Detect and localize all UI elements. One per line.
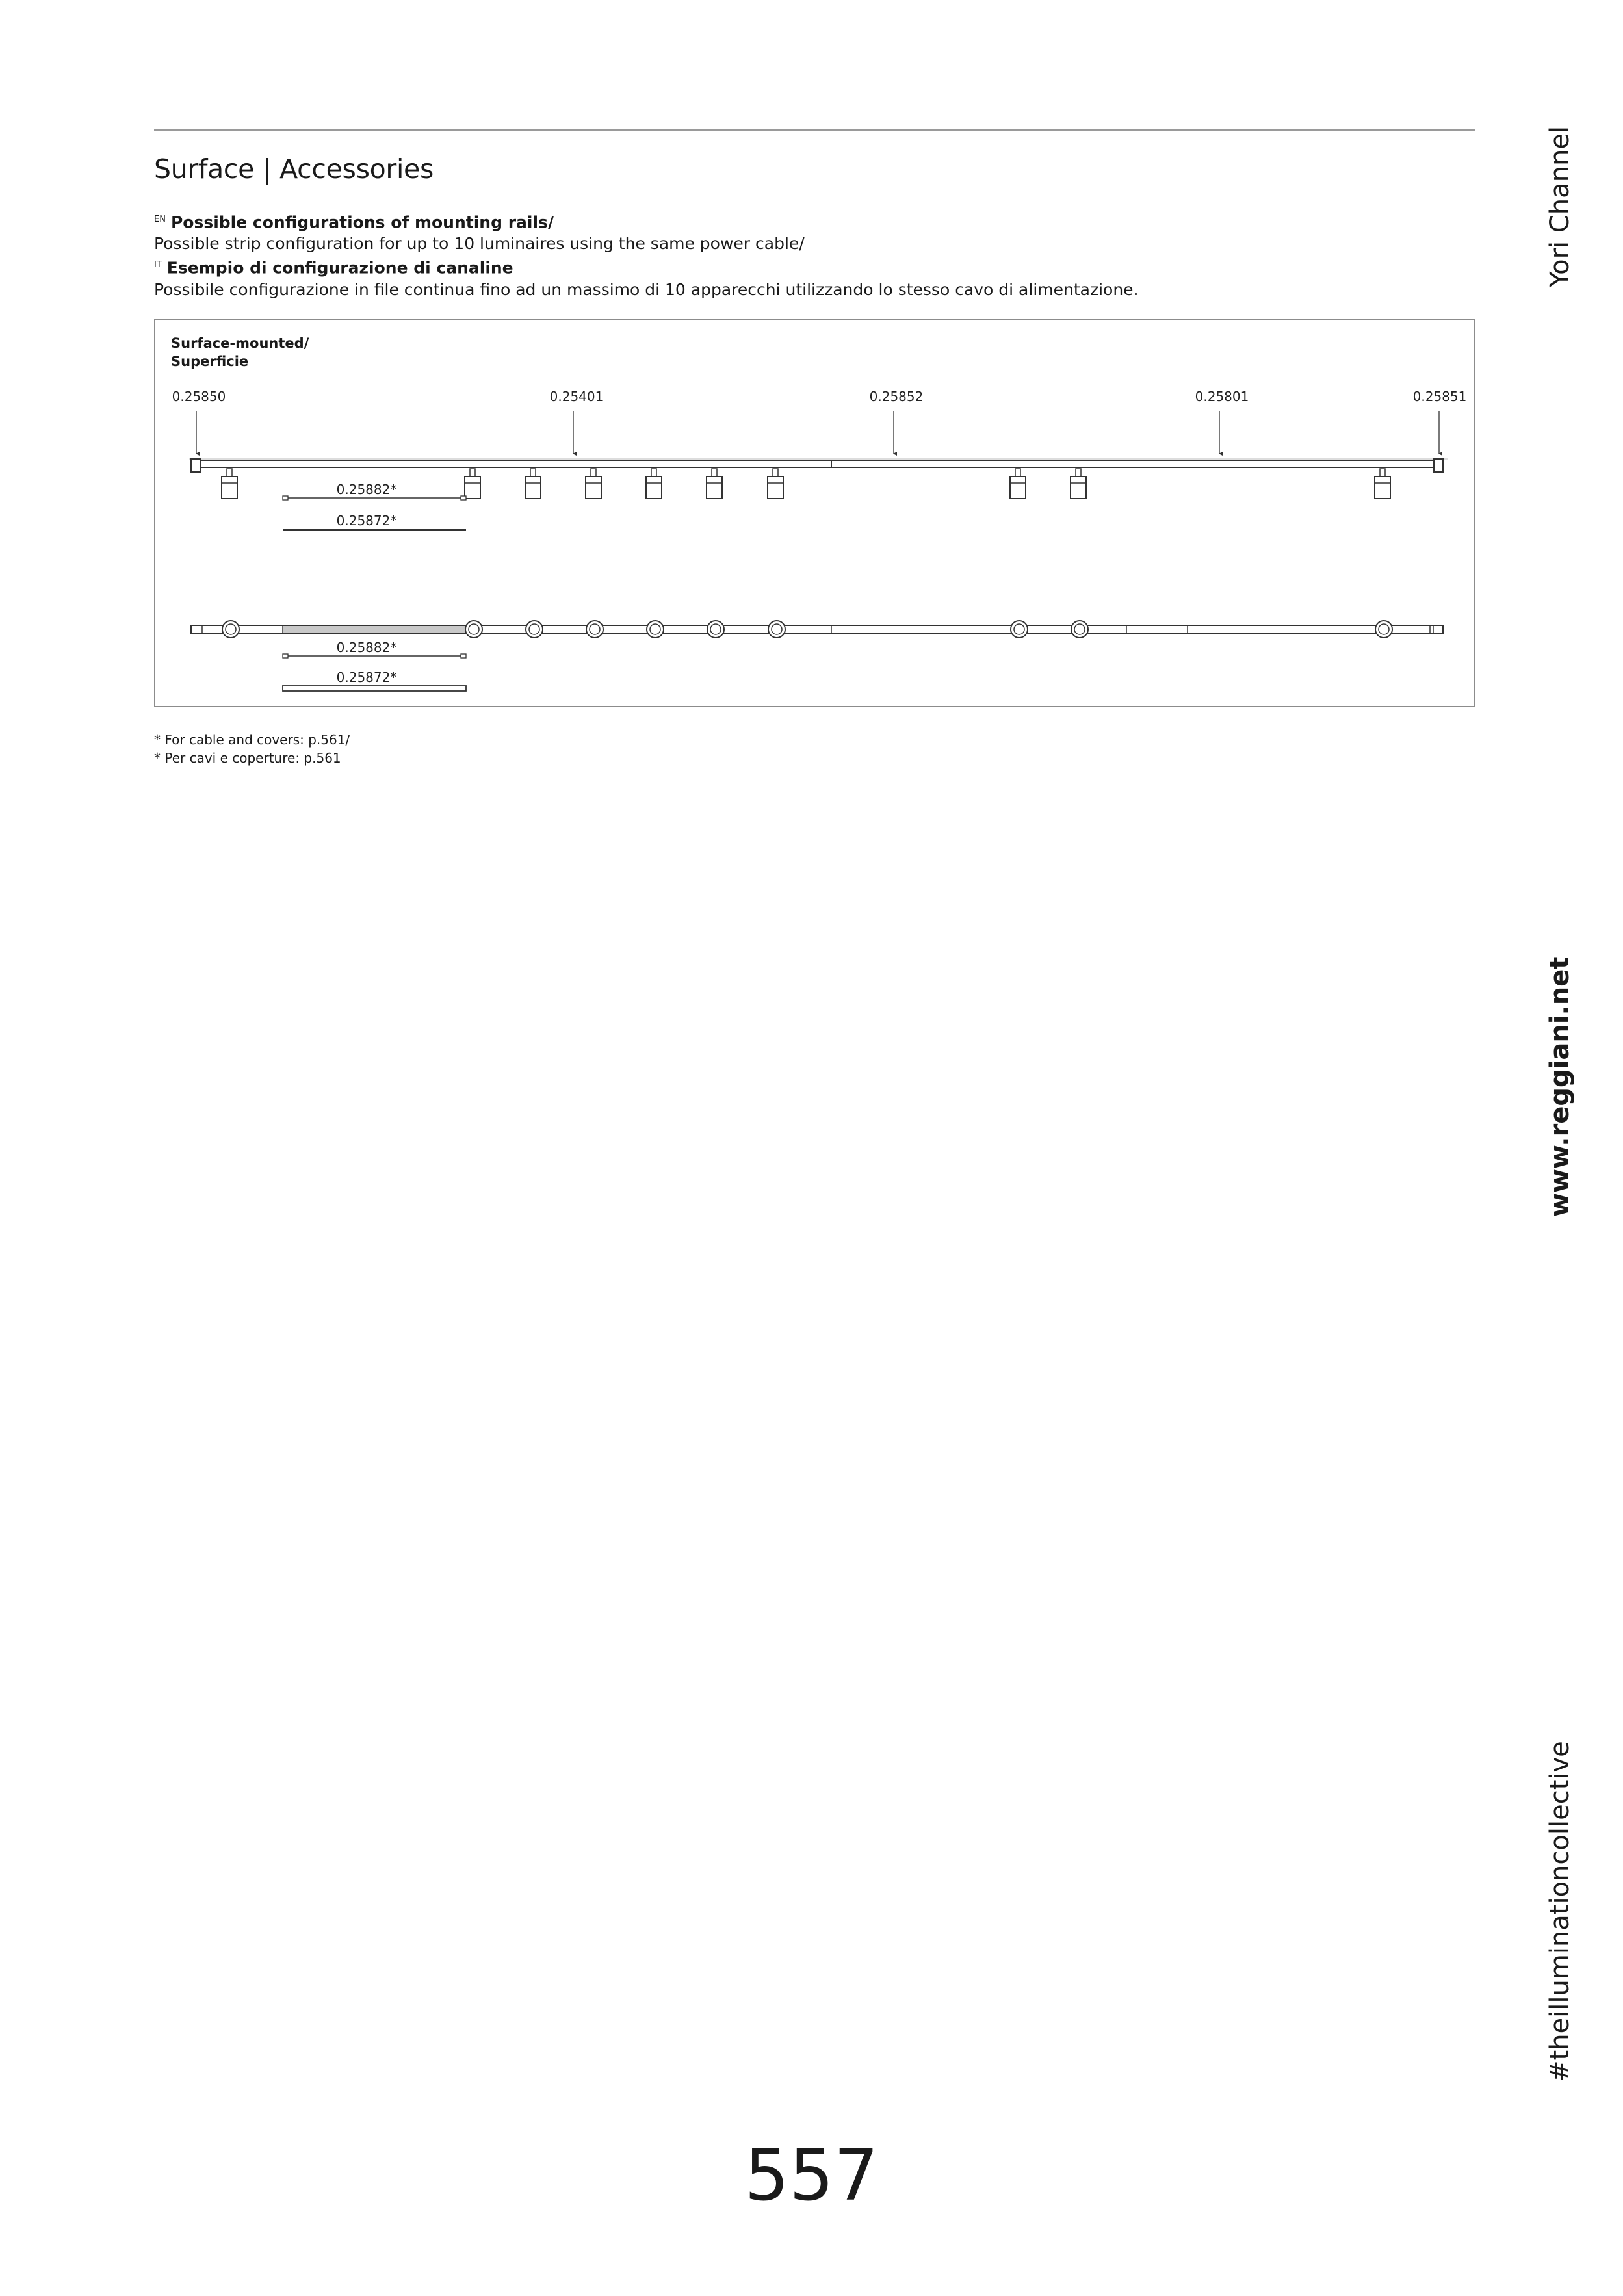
en-text: Possible strip configuration for up to 10 luminaires using the same power cable/ [154,234,805,254]
en-lang-tag: EN [154,215,166,224]
rail-drawing [155,320,1474,706]
side-view-luminaires [222,469,1390,499]
page-title: Surface | Accessories [154,153,434,185]
leader-arrows [196,411,1439,454]
code-end-cap-right: 0.25851 [1412,389,1467,404]
side-brand: Yori Channel [1545,125,1575,287]
page-number: 557 [744,2135,879,2217]
it-heading: Esempio di configurazione di canaline [166,258,513,278]
plan-view-rail [191,625,1443,634]
code-end-cap-left: 0.25850 [172,389,226,404]
cover-upper [283,529,466,531]
it-lang-tag: IT [154,260,162,270]
code-joint: 0.25852 [869,389,924,404]
code-cover-upper: 0.25872* [336,513,397,528]
footnotes [154,731,350,767]
code-rail: 0.25801 [1195,389,1249,404]
side-hashtag: #theilluminationcollective [1545,1741,1575,2082]
code-cover-lower: 0.25872* [336,670,397,685]
footnote-it: * Per cavi e coperture: p.561 [154,750,341,766]
side-view-rail [189,459,1448,472]
en-heading: Possible configurations of mounting rails/ [170,213,554,232]
top-rule [154,129,1475,131]
code-luminaire: 0.25401 [549,389,604,404]
en-heading-line [154,209,1139,233]
diagram-label-line1: Surface-mounted/ [171,335,309,351]
diagram-label-line2: Superficie [171,354,249,369]
it-text: Possibile configurazione in file continua fino ad un massimo di 10 apparecchi utilizzando lo stesso cavo di alimentazione. [154,280,1139,299]
intro-text [154,209,1139,300]
it-heading-line [154,254,1139,278]
code-cable-lower: 0.25882* [336,640,397,655]
side-url: www.reggiani.net [1545,956,1575,1217]
cover-lower [283,686,466,691]
footnote-en: * For cable and covers: p.561/ [154,732,350,748]
code-cable-upper: 0.25882* [336,482,397,497]
configuration-diagram [154,319,1475,707]
